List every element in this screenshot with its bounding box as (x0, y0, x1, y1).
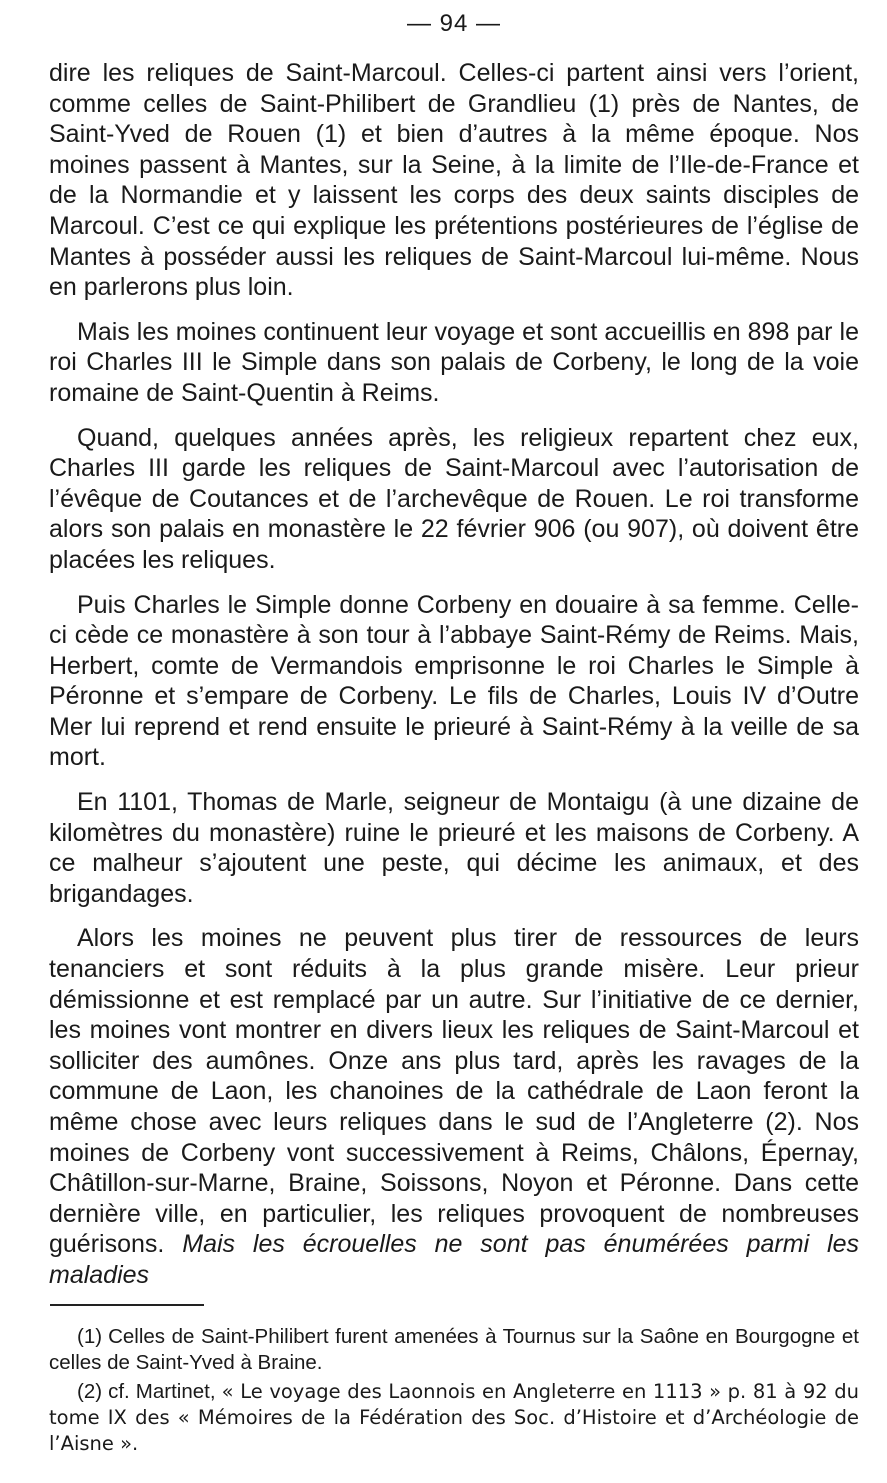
document-page (49, 0, 859, 1483)
footnote-2-number: (2) (77, 1380, 103, 1403)
paragraph-4: Puis Charles le Simple donne Corbeny en douaire à sa femme. Celle-ci cède ce monastère à son tour à l’abbaye Saint-Rémy de Reims. Mais, Herbert, comte de Vermandois emprisonne le roi Charles le Simple à Péronne et s’empare de Corbeny. Le fils de Charles, Louis IV d’Outre Mer lui reprend et rend ensuite le prieuré à Saint-Rémy à la veille de sa mort. (49, 590, 859, 772)
footnote-2-text: cf. Martinet, (108, 1380, 216, 1403)
footnote-2-citation: « Le voyage des Laonnois en Angleterre en 1113 » p. 81 à 92 du tome IX des « Mémoires de la Fédération des Soc. d’Histoire et d’Archéologie de l’Aisne ». (49, 1380, 859, 1455)
footnote-1-text: Celles de Saint-Philibert furent amenées à Tournus sur la Saône en Bourgogne et celles de Saint-Yved à Braine. (49, 1325, 859, 1374)
paragraph-5: En 1101, Thomas de Marle, seigneur de Montaigu (à une dizaine de kilomètres du monastère) ruine le prieuré et les maisons de Corbeny. A ce malheur s’ajoutent une peste, qui décime les animaux, et des brigandages. (49, 788, 859, 908)
footnotes (49, 1324, 859, 1460)
footnote-2 (49, 1379, 859, 1457)
body-text (49, 58, 859, 1291)
footnote-separator (50, 1304, 204, 1306)
paragraph-6-text: Alors les moines ne peuvent plus tirer de ressources de leurs tenanciers et sont réduits à la plus grande misère. Leur prieur démissionne et est remplacé par un autre. Sur l’initiative de ce dernier, les moines vont montrer en divers lieux les reliques de Saint-Marcoul et solliciter des aumônes. Onze ans plus tard, après les ravages de la commune de Laon, les chanoines de la cathédrale de Laon feront la même chose avec leurs reliques dans le sud de l’Angleterre (2). Nos moines de Corbeny vont successivement à Reims, Châlons, Épernay, Châtillon-sur-Marne, Braine, Soissons, Noyon et Péronne. Dans cette dernière ville, en particulier, les reliques provoquent de nombreuses guérisons. (49, 924, 859, 1259)
footnote-1 (49, 1324, 859, 1376)
paragraph-6-italic-tail: Mais les écrouelles ne sont pas énumérées parmi les maladies (49, 1230, 859, 1289)
paragraph-1: dire les reliques de Saint-Marcoul. Celles-ci partent ainsi vers l’orient, comme celles de Saint-Philibert de Grandlieu (1) près de Nantes, de Saint-Yved de Rouen (1) et bien d’autres à la même époque. Nos moines passent à Mantes, sur la Seine, à la limite de l’Ile-de-France et de la Normandie et y laissent les corps des deux saints disciples de Marcoul. C’est ce qui explique les prétentions postérieures de l’église de Mantes à posséder aussi les reliques de Saint-Marcoul lui-même. Nous en parlerons plus loin. (49, 59, 859, 302)
paragraph-2: Mais les moines continuent leur voyage et sont accueillis en 898 par le roi Charles III le Simple dans son palais de Corbeny, le long de la voie romaine de Saint-Quentin à Reims. (49, 317, 859, 407)
footnote-1-number: (1) (77, 1325, 103, 1348)
paragraph-6 (49, 923, 859, 1290)
paragraph-3: Quand, quelques années après, les religieux repartent chez eux, Charles III garde les reliques de Saint-Marcoul avec l’autorisation de l’évêque de Coutances et de l’archevêque de Rouen. Le roi transforme alors son palais en monastère le 22 février 906 (ou 907), où doivent être placées les reliques. (49, 423, 859, 574)
page-number: — 94 — (406, 10, 502, 37)
